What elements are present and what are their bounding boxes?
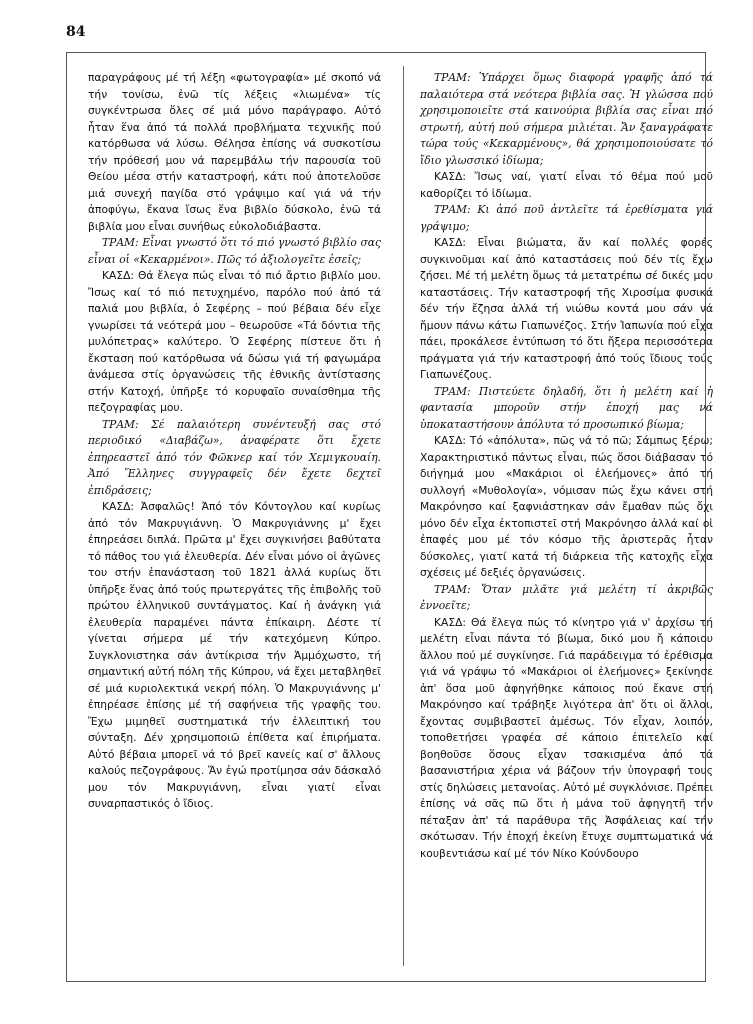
column-divider — [403, 66, 404, 966]
interview-question: ΤΡΑΜ: Κι ἀπό ποῦ ἀντλεῖτε τά ἐρεθίσματα γιά γράψιμο; — [420, 203, 713, 233]
left-column — [88, 70, 381, 813]
interview-answer: ΚΑΣΔ: Τό «ἀπόλυτα», πῶς νά τό πῶ; Σάμπως ξέρω; Χαρακτηριστικό πάντως εἶναι, πώς ὅσοι διάβασαν τό διήγημά μου «Μακάριοι οἱ ἐλεήμονες» ἀπό τή συλλογή «Μυθολογία», νόμισαν πώς ἔχω κάνει στή Μακρόνησο καί ξαφνιάστηκαν σάν ἔμαθαν πώς ὄχι μόνο δέν εἶχα ἐκτοπιστεῖ στή Μακρόνησο ἀλλά καί οἱ ἐπαφές μου μέ τόν κόσμο τῆς ἀριστερᾶς ἦταν δύσκολες, γιατί κατά τή διάρκεια τῆς κατοχῆς εἶχα σχέσεις μέ δεξιές ὀργανώσεις. — [420, 434, 713, 579]
interview-question: ΤΡΑΜ: Ὑπάρχει ὅμως διαφορά γραφῆς ἀπό τά παλαιότερα στά νεότερα βιβλία σας. Ἡ γλώσσα πού χρησιμοποιεῖτε στά καινούρια βιβλία σας εἶναι πιό στρωτή, αὐτή πού σήμερα μιλιέται. Ἄν ξαναγράφατε τώρα τούς «Κεκαρμένους», θά χρησιμοποιούσατε τό ἴδιο γλωσσικό ἰδίωμα; — [420, 71, 713, 167]
interview-answer: ΚΑΣΔ: Θά ἔλεγα πώς τό κίνητρο γιά ν' ἀρχίσω τή μελέτη εἶναι πάντα τό βίωμα, δικό μου ἤ κάποιου ἄλλου πού μέ συγκίνησε. Γιά παράδειγμα τό ἐρέθισμα γιά νά γράψω τό «Μακάριοι οἱ ἐλεήμονες» ξεκίνησε ἀπ' ὅσα μοῦ ἀφηγήθηκε κάποιος πού ἔκανε στή Μακρόνησο καί τράβηξε λιγότερα ἀπ' ὅτι οἱ ἄλλοι, ἔχοντας συμβιβαστεῖ ἀμέσως. Τόν εἶχαν, λοιπόν, τοποθετήσει γραφέα σέ κάποιο ἐπιτελεῖο καί βοηθοῦσε ὅσους εἶχαν τσακισμένα ἀπό τά βασανιστήρια χέρια νά βάζουν τήν ὑπογραφή τους στίς δηλώσεις μετανοίας. Αὐτό μέ συγκλόνισε. Πρέπει ἐπίσης νά σᾶς πῶ ὅτι ἡ μάνα τοῦ ἀφηγητῆ τήν πέταξαν ἀπ' τά παράθυρα τῆς Ἀσφάλειας καί τήν σκότωσαν. Τήν ἐποχή ἐκείνη ἔτυχε συμπτωματικά νά κουβεντιάσω καί μέ τόν Νίκο Κούνδουρο — [420, 615, 713, 860]
interview-question: ΤΡΑΜ: Εἶναι γνωστό ὅτι τό πιό γνωστό βιβλίο σας εἶναι οἱ «Κεκαρμένοι». Πῶς τό ἀξιολογεῖτε ἐσεῖς; — [88, 236, 381, 266]
right-column — [420, 70, 713, 862]
interview-answer: ΚΑΣΔ: Θά ἔλεγα πώς εἶναι τό πιό ἄρτιο βιβλίο μου. Ἴσως καί τό πιό πετυχημένο, παρόλο πού ἀπό τά παλιά μου βιβλία, ὁ Σεφέρης – πού βέβαια δέν εἶχε γνωρίσει τά νεότερά μου – θεωροῦσε «Τά δόντια τῆς μυλόπετρας» καλύτερο. Ὁ Σεφέρης πίστευε ὅτι ἡ ἔκσταση πού κατόρθωσα νά δώσω γιά τή φαγωμάρα ἀνάμεσα στίς ὀργανώσεις τῆς ἐθνικῆς ἀντίστασης στήν Κατοχή, ὑπῆρξε τό κορυφαῖο συναίσθημα τῆς πεζογραφίας μου. — [88, 269, 381, 414]
interview-question: ΤΡΑΜ: Σέ παλαιότερη συνέντευξή σας στό περιοδικό «Διαβάζω», ἀναφέρατε ὅτι ἔχετε ἐπηρεαστεῖ ἀπό τόν Φῶκνερ καί τόν Χεμιγκουαίη. Ἀπό Ἕλληνες συγγραφεῖς δέν ἔχετε δεχτεῖ ἐπιδράσεις; — [88, 417, 381, 497]
interview-question: ΤΡΑΜ: Πιστεύετε δηλαδή, ὅτι ἡ μελέτη καί ἡ φαντασία μποροῦν στήν ἐποχή μας νά ὑποκαταστήσουν ἀπόλυτα τό προσωπικό βίωμα; — [420, 384, 713, 431]
interview-question: ΤΡΑΜ: Ὅταν μιλᾶτε γιά μελέτη τί ἀκριβῶς ἐννοεῖτε; — [420, 582, 713, 612]
paragraph: παραγράφους μέ τή λέξη «φωτογραφία» μέ σκοπό νά τήν τονίσω, ἐνῶ τίς λέξεις «λιωμένα» τίς συγκέντρωσα ὅλες σέ μιά μόνο παράγραφο. Αὐτό ἦταν ἕνα ἀπό τά πολλά προβλήματα τεχνικῆς πού κατόρθωσα νά λύσω. Θέλησα ἐπίσης νά συσκοτίσω τήν πρόθεσή μου νά παρεμβάλω τήν παρουσία τοῦ Θείου μέσα στήν καταστροφή, κάτι πού ἀποτελοῦσε μιά συνεχή παγίδα στό γράψιμο καί γιά νά τήν ἀποφύγω, ἔκανα ἴσως ἕνα βιβλίο δύσκολο, ἐνῶ τά βιβλία μου εἶναι συνήθως εὐκολοδιάβαστα. — [88, 71, 381, 233]
page-number: 84 — [66, 24, 86, 40]
interview-answer: ΚΑΣΔ: Ἴσως ναί, γιατί εἶναι τό θέμα πού μοῦ καθορίζει τό ἰδίωμα. — [420, 170, 713, 200]
interview-answer: ΚΑΣΔ: Εἶναι βιώματα, ἄν καί πολλές φορές συγκινοῦμαι καί ἀπό καταστάσεις πού δέν τίς ἔχω ζήσει. Μέ τή μελέτη ὅμως τά μετατρέπω σέ δικές μου καταστάσεις. Τήν καταστροφή τῆς Χιροσίμα φυσικά δέν τήν ἔζησα ἀλλά τή νιώθω κοντά μου σάν νά ἤμουν πάνω κάτω Γιαπωνέζος. Στήν Ἰαπωνία πού εἶχα πάει, προκάλεσε ἐντύπωση τό ὅτι ἤξερα περισσότερα πράγματα γιά τήν καταστροφή ἀπό τούς ἴδιους τούς Γιαπωνέζους. — [420, 236, 713, 381]
interview-answer: ΚΑΣΔ: Ἀσφαλῶς! Ἀπό τόν Κόντογλου καί κυρίως ἀπό τόν Μακρυγιάννη. Ὁ Μακρυγιάννης μ' ἔχει ἐπηρεάσει διπλά. Πρῶτα μ' ἔχει συγκινήσει βαθύτατα τό πάθος του γιά ἐλευθερία. Δέν εἶναι μόνο οἱ ἀγῶνες του στήν ἐπανάσταση τοῦ 1821 ἀλλά κυρίως ὅτι ὑπῆρξε ἕνας ἀπό τούς πρωτεργάτες τῆς ἐπιβολῆς τοῦ πρώτου ἑλληνικοῦ συντάγματος. Καί ἡ ἀνάγκη γιά ἐλευθερία παραμένει πάντα ἐπίκαιρη. Δέστε τί γίνεται σήμερα μέ τήν κατεχόμενη Κύπρο. Συγκλονιστηκα σάν ἀντίκρισα τήν Ἀμμόχωστο, τή σημαντική αὐτή πόλη τῆς Κύπρου, νά ἔχει μεταβληθεῖ σέ μιά κυριολεκτικά νεκρή πόλη. Ὁ Μακρυγιάννης μ' ἐπηρέασε ἐπίσης μέ τή σαφήνεια τῆς γραφῆς του. Ἔχω μιμηθεῖ συστηματικά τήν ἐλλειπτική του σύνταξη. Δέν χρησιμοποιῶ ἐπίθετα καί ἐπιρήματα. Αὐτό βέβαια μπορεῖ νά τό βρεῖ κανείς καί σ' ἄλλους καλούς πεζογράφους. Ἄν ἐγώ προτίμησα σάν δάσκαλό μου τόν Μακρυγιάννη, εἶναι γιατί εἶναι συναρπαστικός ὁ ἴδιος. — [88, 500, 381, 810]
